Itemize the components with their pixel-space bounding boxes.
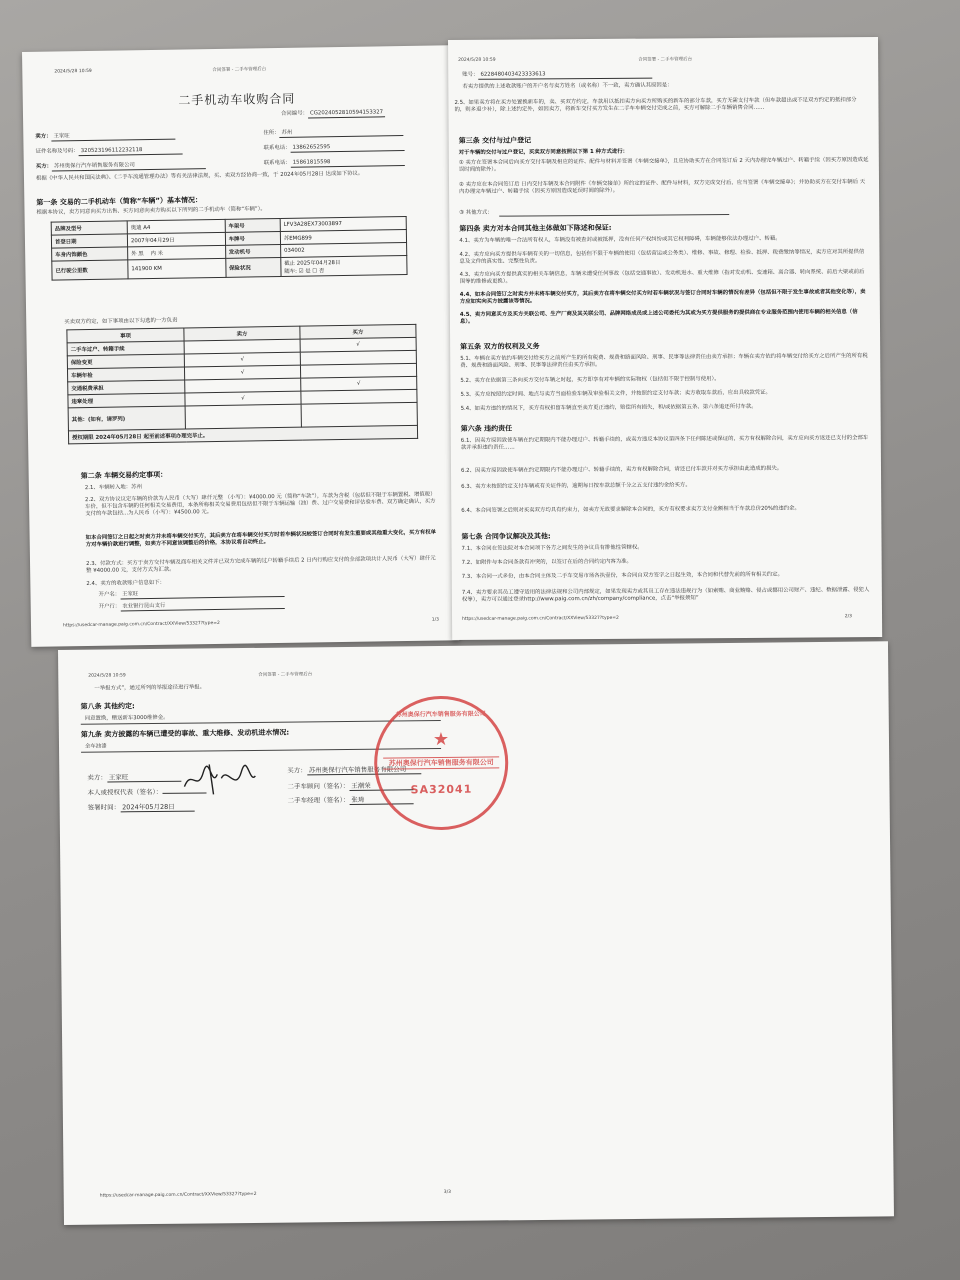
duty-row-buyer xyxy=(301,402,417,427)
sign-date-row: 签署时间： 2024年05月28日 xyxy=(88,804,195,813)
buyer-phone-row: 联系电话： 15861815598 xyxy=(264,158,405,168)
header-date: 2024/5/28 10:59 xyxy=(54,68,92,75)
section-4-title: 第四条 卖方对本合同其他主体做如下陈述和保证: xyxy=(459,223,612,233)
contract-no: 合同编号： CG2024052810594153327 xyxy=(281,109,385,119)
clause-3-intro: 对于车辆的交付与过户登记，买卖双方同意按照以下第 1 种方式进行： xyxy=(458,148,629,156)
seller-sign-row: 卖方： 王家旺 xyxy=(87,774,181,783)
clause-4-1: 4.1、卖方为车辆的唯一合法所有权人，车辆没有被查封或被抵押，没有任何产权纠纷或其它权利障碍，车辆能够依法办理过户、转籍。 xyxy=(459,235,781,244)
page-number: 3/3 xyxy=(443,1189,451,1195)
clause-7-3: 7.3、本合同一式多份，由本合同主体及二手车交易市场各执壹份，本合同自双方签字之日起生效，本合同和代替先前的所有相关约定。 xyxy=(461,571,783,580)
section-2-title: 第二条 车辆交易约定事项： xyxy=(80,470,168,481)
duty-head-seller: 卖方 xyxy=(184,326,300,341)
section-8-text: 同意置换，赠送新车3000维修金。 xyxy=(84,714,169,722)
duty-row-buyer: √ xyxy=(301,376,417,391)
label-reg-date: 首登日期 xyxy=(51,234,127,248)
duty-row-item: 保险变更 xyxy=(67,354,184,369)
clause-5-2: 5.2、卖方在依据第三条向买方交付车辆之时起，买方即享有对车辆的实际物权（包括但不限于控制与使用）。 xyxy=(460,376,720,384)
section-1-intro: 根据本协议，卖方同意向买方出售、买方同意向卖方购买以下所列的二手机动车（简称“车辆”）。 xyxy=(36,206,266,216)
duty-row-seller: √ xyxy=(184,352,300,367)
clause-2-2-bold: 如本合同签订之日起之时卖方并未将车辆交付买方，其后卖方在将车辆交付买方时若车辆状况较签订合同时有发生重要或其他重大变化，买方有权单方对车辆价款进行调整，如卖方不同意该调整后的价格，本协议将自动终止。 xyxy=(85,529,437,549)
label-mileage: 已行驶公里数 xyxy=(52,260,128,280)
clause-4-3: 4.3、卖方应向买方提供真实的相关车辆信息，车辆未遭受任何事故（包括交通事故）、发动机进水、重大维修（指对发动机、变速箱、离合器、转向系统、前后大梁或前后围等的维修或更换）。 xyxy=(459,269,865,285)
duty-foot: 授权期限 2024年05月28日 起至前述事项办理完毕止。 xyxy=(68,425,417,443)
label-color: 车身内饰颜色 xyxy=(52,247,128,261)
clause-6-2: 6.2、因卖方原因致使车辆在约定期限内不能办理过户、转籍手续的，卖方有权解除合同，请还已付车款并对买方承担由此造成的损失。 xyxy=(460,465,783,474)
footer-url: https://usedcar-manage.paig.com.cn/Contract/XXView/53327?type=2 xyxy=(99,1191,257,1199)
section-6-title: 第六条 违约责任 xyxy=(460,424,513,433)
section-8-title: 第八条 其他约定: xyxy=(80,702,135,711)
section-9-title: 第九条 卖方披露的车辆已遭受的事故、重大维修、发动机进水情况: xyxy=(80,728,290,739)
label-engine: 发动机号 xyxy=(225,244,280,258)
value-reg-date: 2007年04月29日 xyxy=(127,232,225,247)
clause-5-3: 5.3、买方应按照约定时间、地点与卖方当面检验车辆及审验相关文件，并按照约定支付车款；卖方收取车款后，应出具收款凭证。 xyxy=(460,389,771,398)
header-title: 合同签署 - 二手车管理后台 xyxy=(258,672,313,678)
clause-4-2: 4.2、卖方应向买方提供与车辆有关的一切信息，包括但不限于车辆的使用（包括营运或公务类）、维修、事故、修理、检验、抵押、税费缴纳等情况，卖方应对其所提供信息及文件的真实性、完整性负责。 xyxy=(459,249,865,265)
duty-table xyxy=(66,324,418,444)
value-insurance: 截止 2025年04月28日 随车: ☑ 是 ☐ 否 xyxy=(281,255,407,276)
clause-4-4: 4.4、如本合同签订之时卖方并未将车辆交付买方，其后卖方在将车辆交付买方时若车辆状况与签订合同时车辆的情况有差异（包括但不限于发生事故或者其他变化等），卖方应如实向买方披露该等情况。 xyxy=(459,289,866,305)
footer-url: https://usedcar-manage.paig.com.cn/Contract/XXView/53327?type=2 xyxy=(62,620,220,629)
id-row: 证件名称及号码： 320523196112232118 xyxy=(36,146,183,156)
clause-2-2: 2.2、双方协议议定车辆的价款为人民币（大写）肆仟元整 （小写）：¥4000.00 元（简称“车款”），车款为含税（包括但不限于车辆置税、增值税）车价，但不包含车辆的任何相关交易费用，本条所称相关交易费用包括但不限于车辆运输（油）费、过户交易费和评估验车费、双方确定确认，买方支付的车款包括...为人民币（小写）：¥4500.00 元。 xyxy=(84,491,436,518)
agent-sign-row: 本人或授权代表（签名）： xyxy=(87,788,206,796)
value-mileage: 141900 KM xyxy=(128,258,226,279)
clause-3-option-3: ③ 其他方式： xyxy=(459,209,493,216)
footer-url: https://usedcar-manage.paig.com.cn/Contract/XXView/53327?type=2 xyxy=(462,615,619,622)
contract-page-1 xyxy=(22,45,459,647)
vehicle-info-table xyxy=(51,216,408,281)
page-number: 2/3 xyxy=(844,614,853,620)
buyer-row: 买方： 苏州奥保行汽车销售服务有限公司 xyxy=(36,161,206,172)
label-frame: 车架号 xyxy=(225,218,280,232)
duty-intro: 买卖双方约定，如下事项由以下勾选的一方负责 xyxy=(64,317,178,326)
duty-head-item: 事项 xyxy=(67,328,184,343)
duty-row-seller xyxy=(185,404,301,429)
duty-row-item: 车辆年检 xyxy=(67,367,184,382)
bank-row: 开户行： 农业银行昆山支行 xyxy=(99,601,285,612)
company-seal: 苏州奥保行汽车销售服务有限公司 ★ 苏州奥保行汽车销售服务有限公司 SA32041 xyxy=(374,695,509,830)
advisor-sign-row: 二手车顾问（签名）： 王潮荣 xyxy=(287,782,413,791)
clause-6-4: 6.4、本合同签署之后则对买卖双方均具有约束力，如卖方无故要求解除本合同的，买方有权要求卖方支付金额相当于车款总价20%的违约金。 xyxy=(461,505,800,514)
contract-page-3 xyxy=(58,641,894,1225)
clause-2-4: 2.4、卖方的收款账户信息如下： xyxy=(86,579,166,588)
account-note: 若卖方提供的上述收款账户的开户名与卖方姓名（或名称）不一致，卖方确认其原因是： xyxy=(462,82,673,90)
section-9-text: 全车油漆 xyxy=(84,743,107,750)
label-plate: 车牌号 xyxy=(225,231,280,245)
duty-row-buyer: √ xyxy=(300,337,416,352)
clause-3-option-2: ② 卖方应在本合同签订后 日内交付车辆及本合同附件《车辆交接单》所约定的证件、配件与材料，双方完成交付后，应当签署《车辆交接单》；并协助买方在交付车辆后 天内办理完车辆过户、转籍手续（因买方原因造成延误时间的除外）。 xyxy=(458,179,866,195)
value-engine: 034002 xyxy=(280,242,406,257)
page-number: 1/3 xyxy=(431,617,440,623)
header-date: 2024/5/28 10:59 xyxy=(88,673,126,679)
section-1-title: 第一条 交易的二手机动车（简称“车辆”）基本情况： xyxy=(36,196,203,207)
label-brand: 品牌及型号 xyxy=(51,221,127,235)
seller-row: 卖方： 王家旺 xyxy=(35,132,175,142)
header-date: 2024/5/28 10:59 xyxy=(458,57,496,63)
section-3-title: 第三条 交付与过户登记 xyxy=(458,136,532,145)
value-plate: 苏EMG899 xyxy=(280,229,406,244)
duty-head-buyer: 买方 xyxy=(300,324,416,339)
section-7-title: 第七条 合同争议解决及其他: xyxy=(461,532,551,541)
account-name-row: 开户名： 王家旺 xyxy=(98,589,284,600)
clause-3-option-1: ① 卖方在签署本合同后向买方交付车辆及相应的证件、配件与材料并签署《车辆交接单》，且应协助买方在合同签订后 2 天内办理完车辆过户、转籍手续（因买方原因造成延误时间的除外）。 xyxy=(458,157,869,173)
duty-row-seller: √ xyxy=(185,391,301,406)
clause-7-1: 7.1、本合同在签法院对本合同项下各方之间发生的争议具有排他性管辖权。 xyxy=(461,544,643,552)
account-row: 账号： 6228480403423333613 xyxy=(462,71,652,80)
contract-title: 二手机动车收购合同 xyxy=(178,91,296,108)
clause-2-5: 2.5、如果卖方将在买方处置换新车的，卖、买双方约定，车款用以抵扣卖方向买方所购买的新车的部分车款，买方无需支付车款（但车款超出或不足双方约定的抵扣部分的，则多退少补），除上述约定外，如因卖方，将新车交付买方发生在二手车车辆交付完成之前，买方可解除二手车辆销售合同…… xyxy=(454,97,857,113)
seller-phone-row: 联系电话： 13862652595 xyxy=(263,143,404,153)
clause-4-5: 4.5、卖方同意买方及买方关联公司、生产厂商及其关联公司、品牌网络成员或上述公司委托为其或为买方提供服务的提供商在专业服务范围内使用车辆的相关信息（信息）。 xyxy=(459,309,858,325)
clause-6-3: 6.3、卖方未按照约定支付车辆或有关证件的，逾期每日按车款总额千分之五支付违约金给买方。 xyxy=(461,482,691,490)
label-insurance: 保险状况 xyxy=(225,257,280,277)
duty-row-item: 其他：(如有，请罗列) xyxy=(68,406,185,431)
report-note: 一举报方式”，通过所列的举报途径进行举报。 xyxy=(94,684,206,692)
preamble: 根据《中华人民共和国民法典》、《二手车流通管理办法》等有关法律法规，买、卖双方经协商一致，于 2024年05月28日 达成如下协议。 xyxy=(35,170,364,182)
clause-2-3: 2.3、付款方式：买方于卖方交付车辆及商车相关文件并已双方完成车辆的过户转籍手续后 2 日内行购应支付的全部款项共计人民币（大写）肆仟元整 ¥4000.00 元，支付方式为汇款。 xyxy=(86,555,436,575)
clause-5-4: 5.4、如卖方违约的情况下，买方有权扣留车辆直至卖方更正违约，赔偿所有损失，和/或依据第五条、第六条追还所付车款。 xyxy=(460,403,757,412)
buyer-sign-row: 买方： 苏州奥保行汽车销售服务有限公司 xyxy=(287,766,421,775)
clause-5-1: 5.1、车辆在卖方依约车辆交付给买方之前所产生的所有税费、规费和路面风险、刑事、民事等法律责任由卖方承担；车辆在卖方依约将车辆交付给买方之后所产生的所有税费、规费和路面风险、刑事、民事等法律责任由买方承担。 xyxy=(460,353,868,369)
clause-7-2: 7.2、如附件与本合同条款有冲突的，以签订在后的合同约定内容为准。 xyxy=(461,558,632,566)
clause-2-1: 2.1、车辆转入地：苏州 xyxy=(84,484,142,492)
section-5-title: 第五条 双方的权利及义务 xyxy=(460,342,540,351)
duty-row-item: 交通税费承担 xyxy=(68,380,185,395)
underline xyxy=(499,214,729,216)
duty-row-seller: √ xyxy=(184,365,300,380)
duty-row-item: 二手车过户、转籍手续 xyxy=(67,341,184,356)
value-brand: 奥迪 A4 xyxy=(127,219,225,234)
clause-6-1: 6.1、因卖方原因致使车辆在约定期限内不能办理过户、转籍手续的，或卖方违反本协议第四条下任何陈述或保证的，买方有权解除合同，卖方应向买方返还已支付的全部车款并承担违约责任…… xyxy=(460,435,869,451)
duty-row-item: 违章处理 xyxy=(68,393,185,408)
address-row: 住所： 苏州 xyxy=(263,128,403,138)
value-color: 外 黑 内 米 xyxy=(128,245,226,260)
header-title: 合同签署 - 二手车管理后台 xyxy=(212,67,267,74)
header-title: 合同签署 - 二手车管理后台 xyxy=(638,57,693,63)
clause-7-4: 7.4、卖方要求其员工遵守适用的法律法规和公司内部规定，如果发现卖方或其员工存在违法违规行为（如索贿、商业贿赂、侵占或挪用公司财产、违纪、数据泄露、侵犯人权等），卖方可以通过登录http://www.paig.com.cn/zh/company/compliance，点击“举报须知” xyxy=(461,587,870,603)
manager-sign-row: 二手车经理（签名）： 张琦 xyxy=(288,796,414,805)
contract-page-2 xyxy=(448,37,882,640)
value-frame: LFV3A28EX73003897 xyxy=(280,216,406,231)
